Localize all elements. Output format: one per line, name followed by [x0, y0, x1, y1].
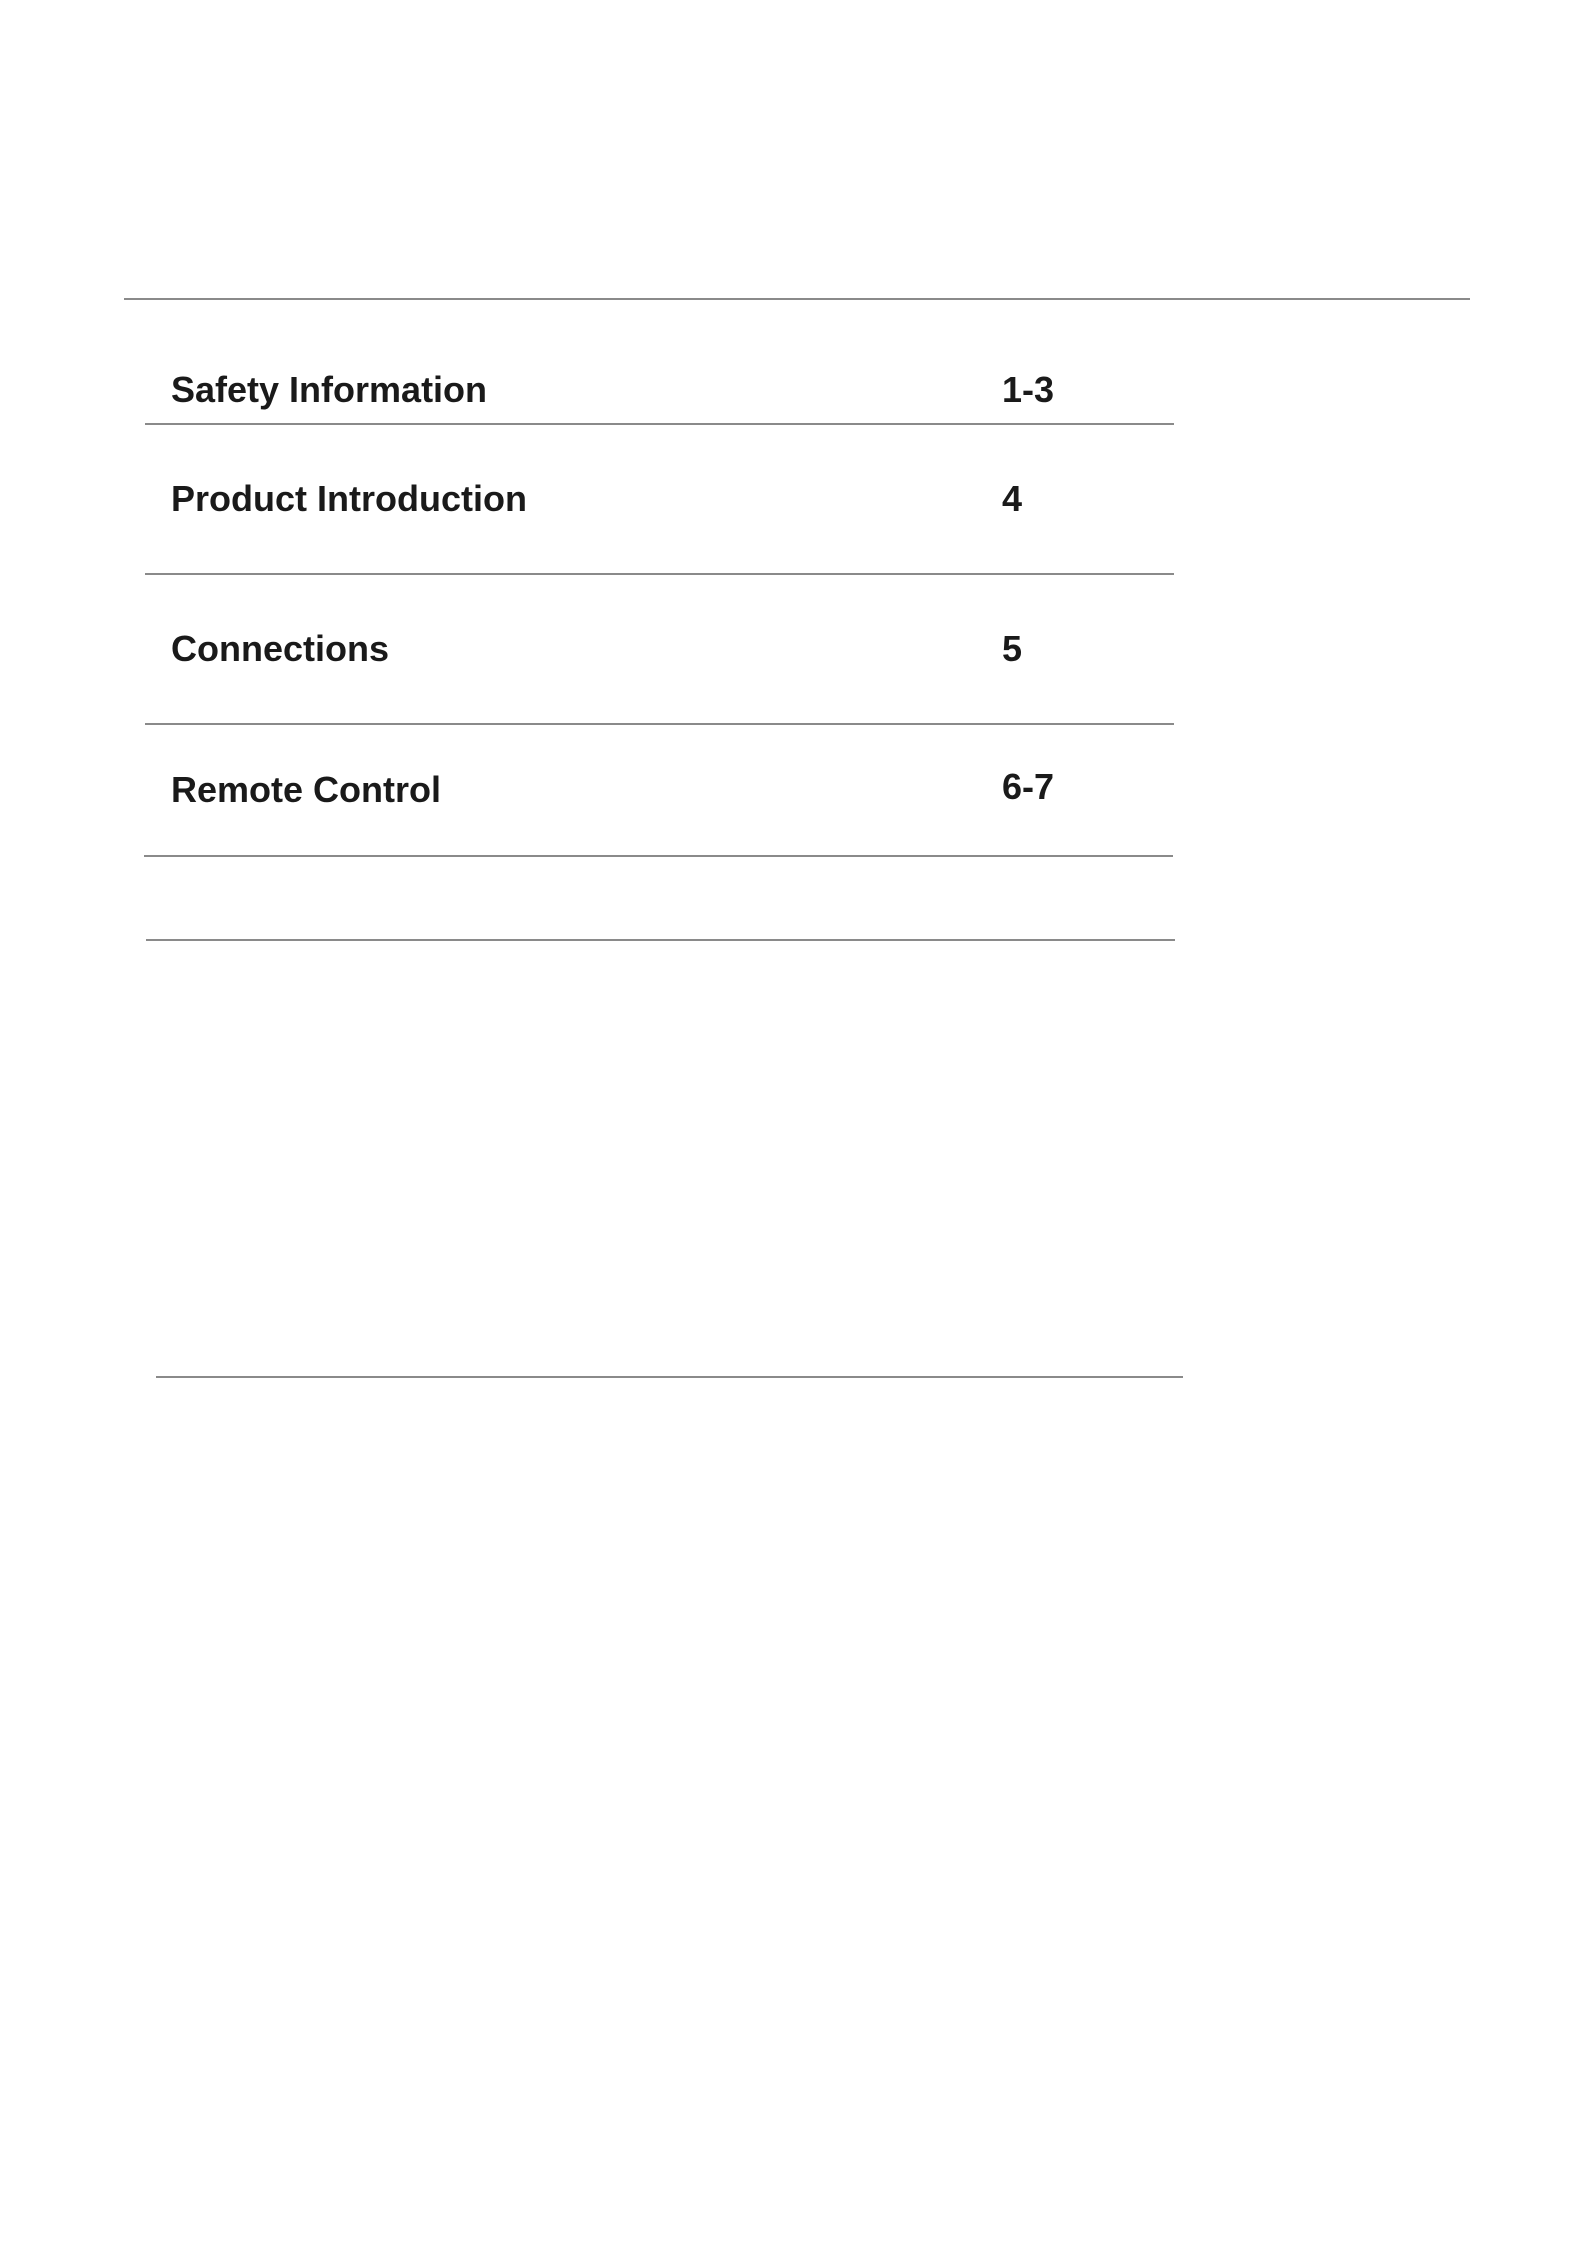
toc-divider — [145, 573, 1174, 575]
toc-entry-title: Safety Information — [171, 369, 488, 410]
toc-entry-page: 4 — [1002, 478, 1023, 519]
toc-divider — [144, 855, 1173, 857]
toc-entry-title: Product Introduction — [171, 478, 527, 519]
toc-divider — [146, 939, 1175, 941]
footer-rule — [156, 1376, 1183, 1378]
header-rule — [124, 298, 1470, 300]
toc-entry-page: 5 — [1002, 628, 1023, 669]
toc-entry-title: Remote Control — [171, 769, 441, 810]
toc-divider — [145, 723, 1174, 725]
toc-entry-page: 1-3 — [1002, 369, 1055, 410]
toc-entry-title: Connections — [171, 628, 390, 669]
toc-entry-page: 6-7 — [1002, 766, 1055, 807]
toc-divider — [145, 423, 1174, 425]
